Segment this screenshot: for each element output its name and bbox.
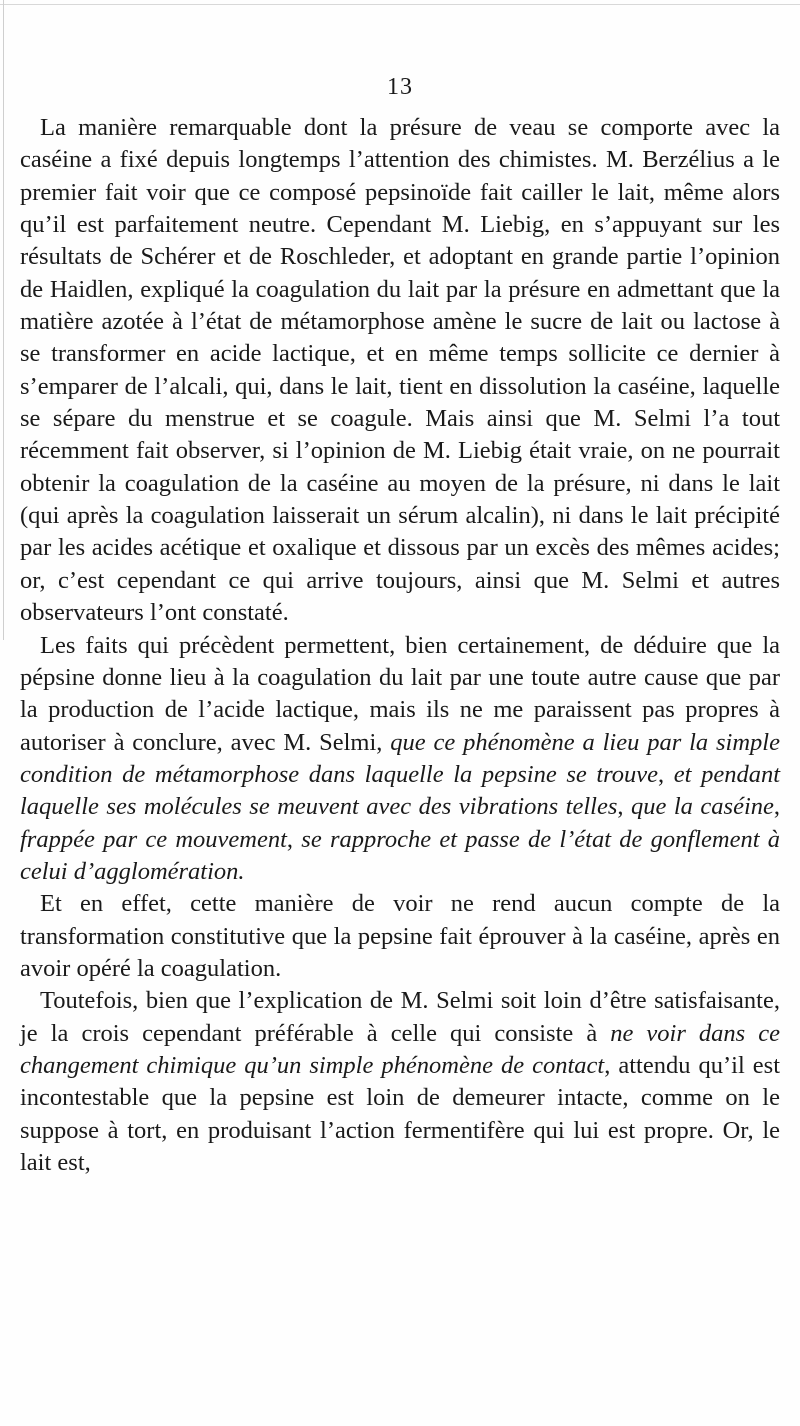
paragraph	[20, 630, 780, 889]
paragraph	[20, 985, 780, 1179]
text-segment: ,	[658, 760, 674, 788]
text-segment: ,	[286, 825, 302, 853]
paragraph	[20, 888, 780, 985]
text-segment: Et en effet, cette manière de voir ne rend aucun compte de la transformation constitutive que la pepsine fait éprouver à la caséine, après en avoir opéré la coagulation.	[20, 890, 780, 982]
italic-segment: ne voir dans ce changement chimique qu’un simple phénomène de contact	[20, 1019, 781, 1079]
page-edge-left	[3, 0, 4, 640]
italic-segment: que ce phénomène a lieu par la simple condition de métamorphose dans laquelle la pepsine se trouve	[20, 728, 780, 788]
text-segment: ,	[617, 793, 631, 821]
page-edge-top	[0, 4, 800, 5]
text-segment: , attendu qu’il est incontestable que la pepsine est loin de demeurer intacte, comme on le suppose à tort, en produisant l’action fermentifère qui lui est propre. Or, le lait est,	[20, 1051, 780, 1176]
page-number: 13	[387, 74, 413, 100]
text-segment: ,	[773, 793, 780, 821]
italic-segment: et pendant laquelle ses molécules se meuvent avec des vibrations telles	[20, 760, 781, 821]
italic-segment: que la caséine	[631, 793, 774, 821]
italic-segment: frappée par ce mouvement	[20, 825, 287, 853]
paragraph	[20, 112, 780, 630]
italic-segment: se rapproche et passe de l’état de gonflement à celui d’agglomération.	[20, 825, 780, 885]
text-segment: Les faits qui précèdent permettent, bien certainement, de déduire que la pépsine donne lieu à la coagulation du lait par une toute autre cause que par la production de l’acide lactique, mais ils ne me paraissent pas propres à autoriser à conclure, avec M. Selmi,	[20, 631, 780, 756]
text-segment: La manière remarquable dont la présure de veau se comporte avec la caséine a fixé depuis longtemps l’attention des chimistes. M. Berzélius a le premier fait voir que ce composé pepsinoïde fait cailler le lait, même alors qu’il est parfaitement neutre. Cependant M. Liebig, en s’appuyant sur les résultats de Schérer et de Roschleder, et adoptant en grande partie l’opinion de Haidlen, expliqué la coagulation du lait par la présure en admettant que la matière azotée à l’état de métamorphose amène le sucre de lait ou lactose à se transformer en acide lactique, et en même temps sollicite ce dernier à s’emparer de l’alcali, qui, dans le lait, tient en dissolution la caséine, laquelle se sépare du menstrue et se coagule. Mais ainsi que M. Selmi l’a tout récemment fait observer, si l’opinion de M. Liebig était vraie, on ne pourrait obtenir la coagulation de la caséine au moyen de la présure, ni dans le lait (qui après la coagulation laisserait un sérum alcalin), ni dans le lait précipité par les acides acétique et oxalique et dissous par un excès des mêmes acides; or, c’est cependant ce qui arrive toujours, ainsi que M. Selmi et autres observateurs l’ont constaté.	[20, 114, 780, 627]
body-text	[20, 112, 780, 1179]
text-segment: Toutefois, bien que l’explication de M. Selmi soit loin d’être satisfaisante, je la crois cependant préférable à celle qui consiste à	[20, 987, 780, 1047]
